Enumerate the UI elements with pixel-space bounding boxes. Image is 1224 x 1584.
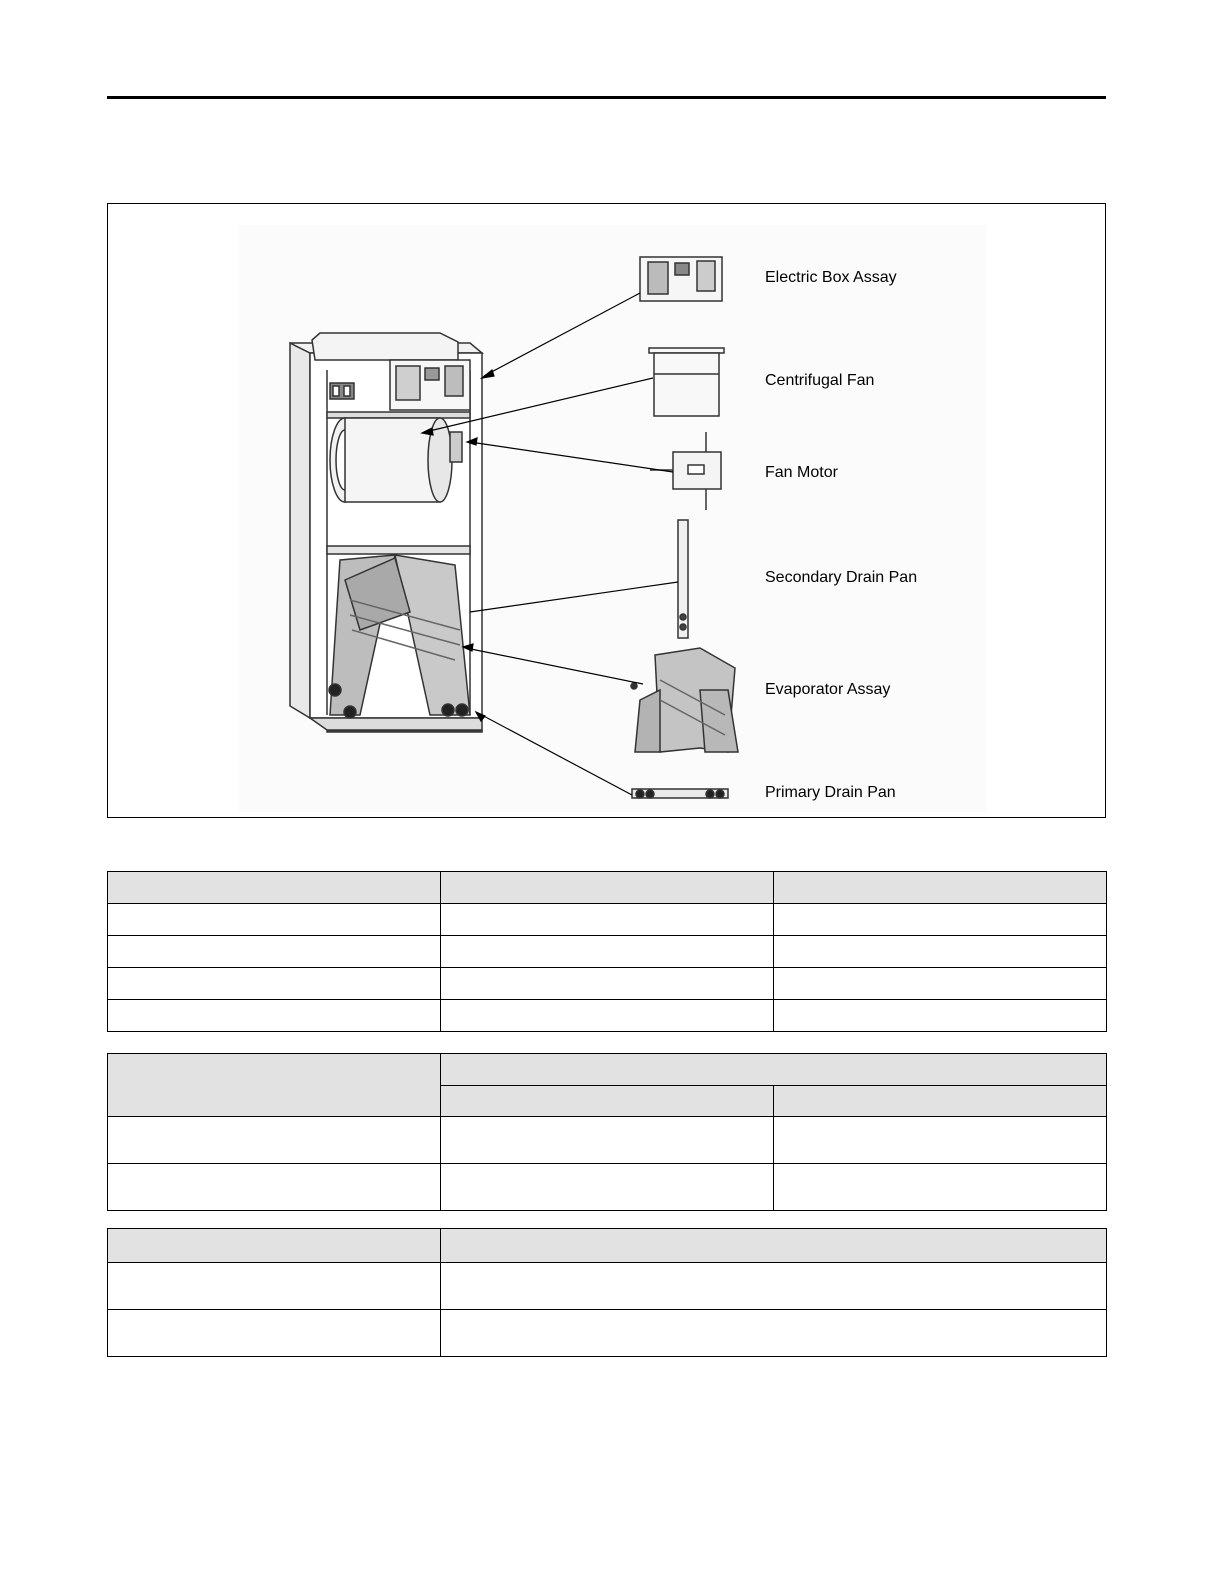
spec-table-3 [107,1228,1107,1357]
table-cell [441,1263,1107,1310]
primary-drain-pan-part [632,789,728,798]
table-row [108,1164,1107,1211]
table-row [108,968,1107,1000]
table-row [108,936,1107,968]
evaporator-part [631,648,738,752]
table-header-cell [774,1086,1107,1117]
table-cell [441,1117,774,1164]
table-cell [774,904,1107,936]
electric-box-part [640,257,722,301]
table-header-cell [108,1054,441,1117]
fan-motor-part [650,432,721,510]
table-header-cell [108,872,441,904]
callout-evaporator-assay: Evaporator Assay [765,681,891,698]
centrifugal-fan-part [649,348,724,416]
table-header-cell [108,1229,441,1263]
table-row [108,1263,1107,1310]
spec-table-2 [107,1053,1107,1211]
table-cell [108,936,441,968]
table-header-cell [441,872,774,904]
callout-secondary-drain-pan: Secondary Drain Pan [765,569,918,586]
table-cell [441,936,774,968]
table-header-cell [774,872,1107,904]
table-cell [441,904,774,936]
table-cell [441,1000,774,1032]
callout-fan-motor: Fan Motor [765,464,838,481]
table-cell [108,904,441,936]
table-cell [774,1164,1107,1211]
table-cell [774,968,1107,1000]
table-row [108,1117,1107,1164]
table-cell [108,1164,441,1211]
secondary-drain-pan-part [678,520,688,638]
table-row [108,1000,1107,1032]
spec-table-1 [107,871,1107,1032]
table-cell [441,1310,1107,1357]
table-cell [774,1000,1107,1032]
table-header-cell [441,1086,774,1117]
table-cell [441,1164,774,1211]
table-cell [108,968,441,1000]
table-cell [441,968,774,1000]
table-cell [774,936,1107,968]
callout-primary-drain-pan: Primary Drain Pan [765,784,896,801]
table-cell [108,1263,441,1310]
table-cell [108,1000,441,1032]
table-header-row [108,872,1107,904]
callout-centrifugal-fan: Centrifugal Fan [765,372,875,389]
cabinet-illustration [290,333,482,732]
callout-electric-box-assay: Electric Box Assay [765,269,897,286]
table-header-cell [441,1229,1107,1263]
table-cell [774,1117,1107,1164]
table-header-row [108,1229,1107,1263]
table-cell [108,1310,441,1357]
table-row [108,1310,1107,1357]
table-header-row [108,1054,1107,1086]
table-cell [108,1117,441,1164]
table-header-cell [441,1054,1107,1086]
table-row [108,904,1107,936]
